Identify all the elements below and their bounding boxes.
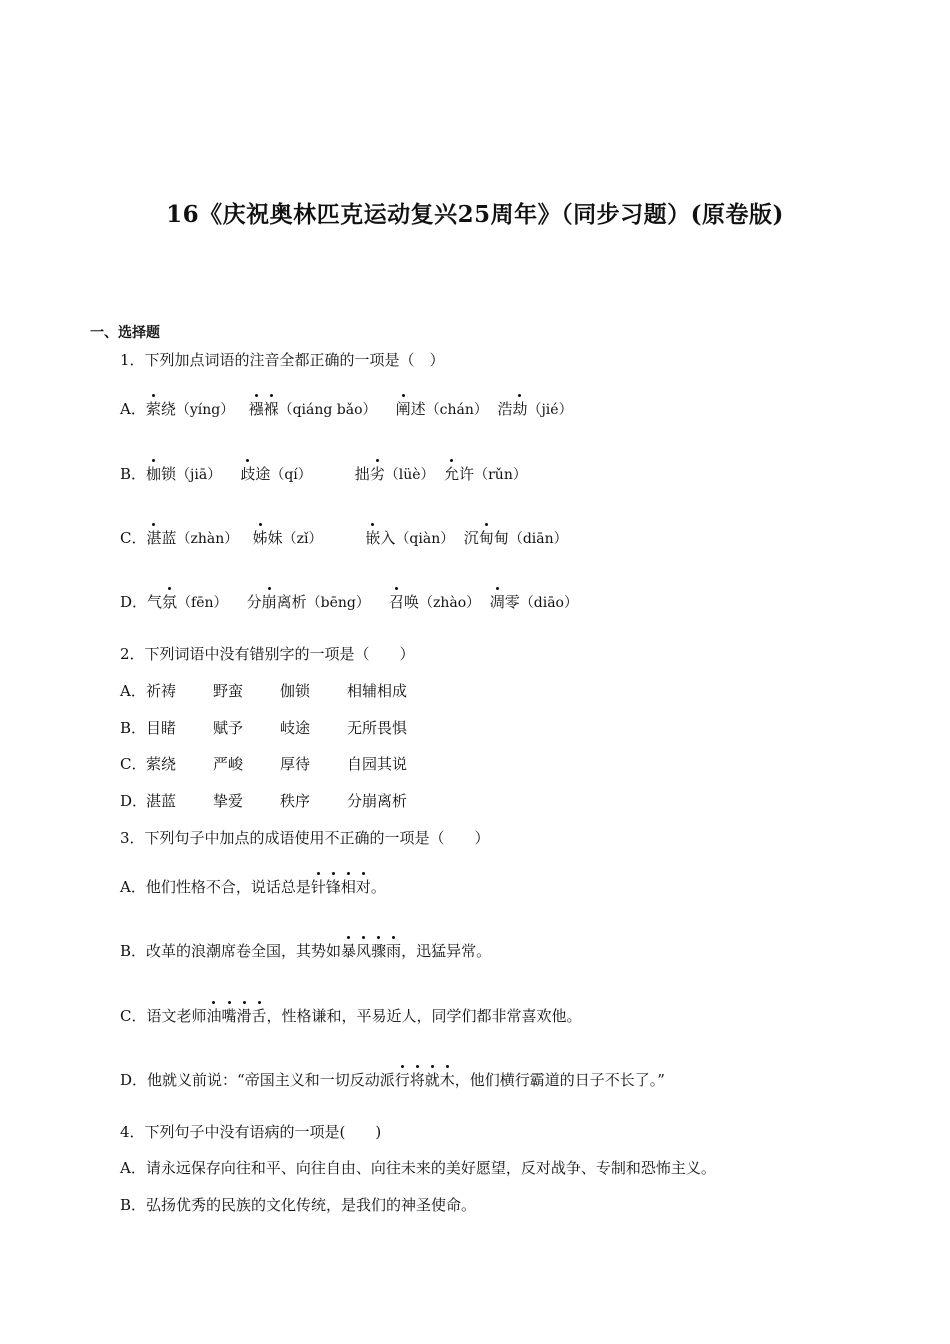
q1-option-a: A．萦绕（yíng） 襁褓（qiáng bǎo） 阐述（chán） 浩劫（jié） [120, 400, 573, 418]
q4-option-a: A．请永远保存向往和平、向往自由、向往未来的美好愿望，反对战争、专制和恐怖主义。 [120, 1159, 716, 1177]
q4-stem: 4．下列句子中没有语病的一项是( ) [120, 1123, 382, 1141]
q3-option-a: A．他们性格不合，说话总是针锋相对。 [120, 878, 386, 896]
q3-option-d: D．他就义前说：“帝国主义和一切反动派行将就木，他们横行霸道的日子不长了。” [120, 1071, 665, 1089]
page-title: 16《庆祝奥林匹克运动复兴25周年》（同步习题）(原卷版) [166, 201, 784, 228]
q1-option-c: C．湛蓝（zhàn） 姊妹（zǐ） 嵌入（qiàn） 沉甸甸（diān） [120, 529, 568, 547]
q3-option-c: C．语文老师油嘴滑舌，性格谦和，平易近人，同学们都非常喜欢他。 [120, 1007, 582, 1025]
q2-stem: 2．下列词语中没有错别字的一项是（ ） [120, 645, 415, 663]
q1-option-b: B．枷锁（jiā） 歧途（qí） 拙劣（lüè） 允许（rǔn） [120, 465, 527, 483]
q3-option-b: B．改革的浪潮席卷全国，其势如暴风骤雨，迅猛异常。 [120, 942, 492, 960]
section-heading: 一、选择题 [90, 325, 160, 341]
q3-stem: 3．下列句子中加点的成语使用不正确的一项是（ ） [120, 829, 490, 847]
q1-stem: 1．下列加点词语的注音全都正确的一项是（ ） [120, 351, 445, 369]
q1-option-d: D．气氛（fēn） 分崩离析（bēng） 召唤（zhào） 凋零（diāo） [120, 593, 578, 611]
q4-option-b: B．弘扬优秀的民族的文化传统，是我们的神圣使命。 [120, 1196, 477, 1214]
